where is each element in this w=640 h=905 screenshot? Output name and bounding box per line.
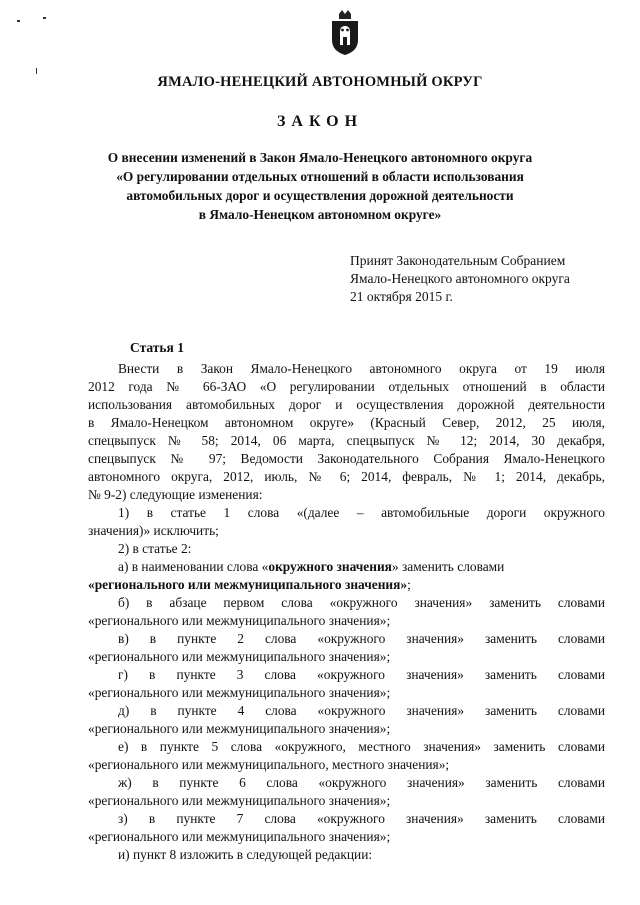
document-type-heading: ЗАКОН	[276, 113, 364, 130]
text-line: 2) в статье 2:	[118, 541, 192, 556]
text-line: автономного округа, 2012, июль, № 6; 2014, февраль, № 1; 2014, декабрь,	[88, 469, 605, 484]
text-line: «регионального или межмуниципального значения»;	[88, 721, 391, 736]
article-body	[88, 360, 605, 864]
scan-speck	[43, 17, 46, 19]
text-line: «регионального или межмуниципального значения»;	[88, 649, 391, 664]
text-line: б) в абзаце первом слова «окружного значения» заменить словами	[118, 595, 605, 610]
text-line: ж) в пункте 6 слова «окружного значения» заменить словами	[118, 775, 605, 790]
text-line: 1) в статье 1 слова «(далее – автомобильные дороги окружного	[118, 505, 605, 520]
text-line: значения)» исключить;	[88, 523, 219, 538]
text-fragment: ;	[407, 577, 411, 592]
adoption-note-line: Принят Законодательным Собранием	[350, 253, 566, 268]
text-line: № 9-2) следующие изменения:	[88, 487, 263, 502]
text-line: в Ямало-Ненецком автономном округе» (Красный Север, 2012, 25 июля,	[88, 415, 605, 430]
scan-speck	[17, 20, 20, 22]
text-line	[88, 576, 605, 594]
adoption-date: 21 октября 2015 г.	[350, 289, 453, 304]
law-title-line: «О регулировании отдельных отношений в области использования	[116, 169, 524, 184]
text-line: д) в пункте 4 слова «окружного значения» заменить словами	[118, 703, 605, 718]
adoption-note-line: Ямало-Ненецкого автономного округа	[350, 271, 570, 286]
text-line: 2012 года № 66-ЗАО «О регулировании отдельных отношений в области	[88, 379, 605, 394]
text-line: и) пункт 8 изложить в следующей редакции:	[118, 847, 373, 862]
law-title	[90, 148, 550, 224]
text-fragment: а) в наименовании слова	[118, 559, 262, 574]
text-line: «регионального или межмуниципального значения»;	[88, 829, 391, 844]
law-title-line: в Ямало-Ненецком автономном округе»	[198, 207, 442, 222]
text-line: «регионального или межмуниципального значения»;	[88, 685, 391, 700]
text-line: спецвыпуск № 58; 2014, 06 марта, спецвыпуск № 12; 2014, 30 декабря,	[88, 433, 605, 448]
text-line: е) в пункте 5 слова «окружного, местного значения» заменить словами	[118, 739, 605, 754]
text-line: «регионального или межмуниципального значения»;	[88, 793, 391, 808]
text-line: г) в пункте 3 слова «окружного значения» заменить словами	[118, 667, 605, 682]
text-fragment: заменить словами	[398, 559, 505, 574]
text-line: з) в пункте 7 слова «окружного значения» заменить словами	[118, 811, 605, 826]
bold-phrase: «регионального или межмуниципального значения»	[88, 577, 408, 592]
text-line: использования автомобильных дорог и осуществления дорожной деятельности	[88, 397, 605, 412]
region-name: ЯМАЛО-НЕНЕЦКИЙ АВТОНОМНЫЙ ОКРУГ	[157, 74, 483, 90]
text-line: в) в пункте 2 слова «окружного значения» заменить словами	[118, 631, 605, 646]
bold-phrase: окружного значения	[268, 559, 392, 574]
text-line: спецвыпуск № 97; Ведомости Законодательного Собрания Ямало-Ненецкого	[88, 451, 605, 466]
text-line: а) в наименовании слова «окружного значения» заменить словами	[118, 559, 505, 574]
text-line: Внести в Закон Ямало-Ненецкого автономного округа от 19 июля	[118, 361, 605, 376]
adoption-note	[350, 252, 570, 306]
coat-of-arms-emblem	[329, 10, 361, 56]
article-heading: Статья 1	[130, 340, 184, 355]
text-line: «регионального или межмуниципального, местного значения»;	[88, 757, 450, 772]
text-line: «регионального или межмуниципального значения»;	[88, 613, 391, 628]
law-title-line: автомобильных дорог и осуществления дорожной деятельности	[126, 188, 514, 203]
law-title-line: О внесении изменений в Закон Ямало-Ненецкого автономного округа	[107, 150, 533, 165]
